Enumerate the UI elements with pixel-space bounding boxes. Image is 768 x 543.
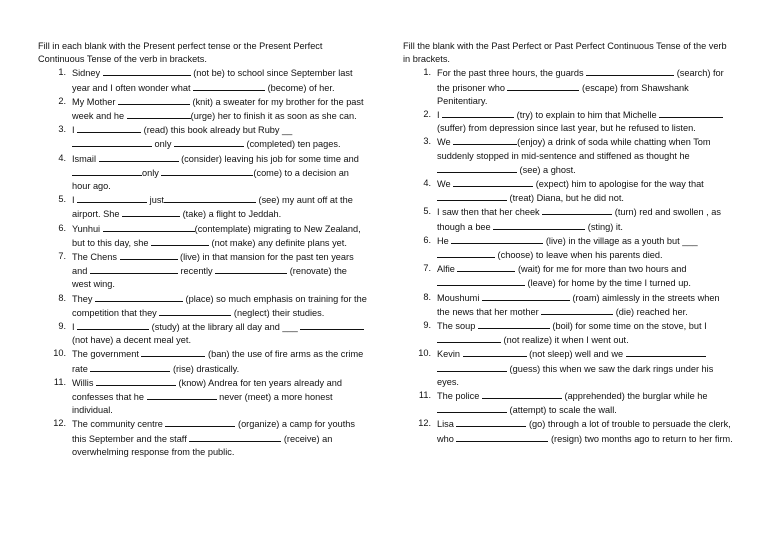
item-text: (urge) her to finish it as soon as she can. <box>190 111 357 122</box>
answer-blank[interactable] <box>442 108 514 118</box>
right-exercise-item <box>403 347 733 389</box>
item-text: Kevin <box>437 349 463 360</box>
answer-blank[interactable] <box>159 306 231 316</box>
item-number: 1. <box>423 67 431 78</box>
answer-blank[interactable] <box>103 66 191 76</box>
answer-blank[interactable] <box>174 137 244 147</box>
item-number: 12. <box>418 418 431 429</box>
right-column <box>403 40 733 446</box>
answer-blank[interactable] <box>103 222 195 232</box>
item-text: (wait) for me for more than two hours and <box>515 264 687 275</box>
item-text: (not realize) it when I went out. <box>501 335 629 346</box>
item-number: 5. <box>58 194 66 205</box>
left-exercise-item <box>38 123 368 151</box>
item-text: (boil) for some time on the stove, but I <box>549 321 707 332</box>
answer-blank[interactable] <box>586 66 674 76</box>
item-number: 4. <box>423 178 431 189</box>
item-number: 9. <box>423 320 431 331</box>
item-text: (guess) this when we saw the dark rings under his eyes. <box>437 363 714 387</box>
item-text: (renovate) the west wing. <box>72 266 347 290</box>
item-number: 3. <box>58 124 66 135</box>
right-exercise-item <box>403 262 733 290</box>
item-text: Alfie <box>437 264 458 275</box>
left-column <box>38 40 368 459</box>
item-number: 9. <box>58 321 66 332</box>
answer-blank[interactable] <box>96 376 176 386</box>
item-text: For the past three hours, the guards <box>437 68 587 79</box>
answer-blank[interactable] <box>482 389 562 399</box>
item-number: 6. <box>423 234 431 245</box>
right-exercise-item <box>403 205 733 233</box>
answer-blank[interactable] <box>437 333 501 343</box>
right-exercise-item <box>403 66 733 108</box>
left-exercise-item <box>38 222 368 250</box>
item-text: recently <box>177 266 216 277</box>
answer-blank[interactable] <box>541 305 613 315</box>
right-exercise-item <box>403 234 733 262</box>
item-text: (not sleep) well and we <box>526 349 626 360</box>
item-text: (completed) ten pages. <box>243 139 341 150</box>
answer-blank[interactable] <box>300 320 364 330</box>
item-text: (search) for the prisoner who <box>437 68 724 93</box>
answer-blank[interactable] <box>77 193 147 203</box>
item-text: The soup <box>437 321 478 332</box>
answer-blank[interactable] <box>95 292 183 302</box>
answer-blank[interactable] <box>456 432 548 442</box>
item-text: Ismail <box>72 153 99 164</box>
item-text: (turn) red and swollen , as though a bee <box>437 207 721 232</box>
left-exercise-list <box>38 66 368 459</box>
item-text: The community centre <box>72 419 166 430</box>
answer-blank[interactable] <box>437 248 495 258</box>
item-text: My Mother <box>72 96 118 107</box>
item-text: (leave) for home by the time I turned up. <box>525 278 691 289</box>
answer-blank[interactable] <box>457 262 515 272</box>
item-text: (treat) Diana, but he did not. <box>507 193 624 204</box>
item-text: (not be) to school since September last year and I often wonder what <box>72 68 353 93</box>
item-text: (die) reached her. <box>613 306 688 317</box>
item-number: 6. <box>58 222 66 233</box>
item-number: 11. <box>418 390 431 401</box>
answer-blank[interactable] <box>463 347 527 357</box>
left-exercise-item <box>38 347 368 375</box>
item-text: (try) to explain to him that Michelle <box>514 110 660 121</box>
right-exercise-item <box>403 291 733 319</box>
answer-blank[interactable] <box>453 177 533 187</box>
answer-blank[interactable] <box>127 109 191 119</box>
answer-blank[interactable] <box>437 276 525 286</box>
item-number: 8. <box>423 291 431 302</box>
item-text: just <box>147 195 164 206</box>
item-number: 7. <box>58 251 66 262</box>
item-text: Sidney <box>72 68 103 79</box>
item-number: 12. <box>53 418 66 429</box>
item-number: 4. <box>58 152 66 163</box>
left-exercise-item <box>38 95 368 123</box>
item-text: (organize) a camp for youths this September and the staff <box>72 419 355 444</box>
item-text: (suffer) from depression since last year, but he refused to listen. <box>437 123 696 134</box>
right-exercise-list <box>403 66 733 445</box>
item-text: (live) in the village as a youth but ___ <box>543 235 698 246</box>
item-text: (go) through a lot of trouble to persuade the clerk, who <box>437 419 731 444</box>
item-text: (resign) two months ago to return to her firm. <box>548 433 733 444</box>
item-text: (attempt) to scale the wall. <box>507 405 617 416</box>
item-text: (see) my aunt off at the airport. She <box>72 195 353 220</box>
answer-blank[interactable] <box>507 81 579 91</box>
item-text: (place) so much emphasis on training for the competition that they <box>72 293 367 318</box>
answer-blank[interactable] <box>122 207 180 217</box>
answer-blank[interactable] <box>659 108 723 118</box>
answer-blank[interactable] <box>90 362 170 372</box>
answer-blank[interactable] <box>493 220 585 230</box>
answer-blank[interactable] <box>478 319 550 329</box>
item-text: (ban) the use of fire arms as the crime rate <box>72 349 364 374</box>
item-number: 2. <box>58 95 66 106</box>
item-text: (not have) a decent meal yet. <box>72 335 191 346</box>
item-text: (become) of her. <box>265 82 335 93</box>
answer-blank[interactable] <box>437 362 507 372</box>
item-number: 8. <box>58 292 66 303</box>
left-exercise-item <box>38 193 368 221</box>
answer-blank[interactable] <box>215 264 287 274</box>
answer-blank[interactable] <box>542 205 612 215</box>
item-text: (know) Andrea for ten years already and confesses that he <box>72 377 342 403</box>
item-number: 11. <box>53 376 66 387</box>
left-exercise-item <box>38 66 368 94</box>
answer-blank[interactable] <box>189 432 281 442</box>
item-text: Moushumi <box>437 292 482 303</box>
left-instructions: Fill in each blank with the Present perfect tense or the Present Perfect Continuous Tense of the verb in brackets. <box>38 41 323 65</box>
item-number: 2. <box>423 109 431 120</box>
answer-blank[interactable] <box>141 347 205 357</box>
answer-blank[interactable] <box>151 236 209 246</box>
item-text: (see) a ghost. <box>517 164 576 175</box>
item-text: (read) this book already but Ruby __ <box>141 125 293 136</box>
left-exercise-item <box>38 292 368 320</box>
answer-blank[interactable] <box>165 417 235 427</box>
answer-blank[interactable] <box>77 123 141 133</box>
item-text: (take) a flight to Jeddah. <box>180 209 282 220</box>
item-text: We <box>437 179 454 190</box>
answer-blank[interactable] <box>437 163 517 173</box>
answer-blank[interactable] <box>437 191 507 201</box>
answer-blank[interactable] <box>90 264 178 274</box>
answer-blank[interactable] <box>72 166 142 176</box>
item-text: (enjoy) a drink of soda while chatting when Tom suddenly stopped in mid-sentence and stiffened as thought he <box>437 137 711 161</box>
item-number: 7. <box>423 263 431 274</box>
item-text: (roam) aimlessly in the streets when the news that her mother <box>437 292 720 317</box>
item-text: (not make) any definite plans yet. <box>209 237 347 248</box>
item-text: The Chens <box>72 252 120 263</box>
item-text: (expect) him to apologise for the way that <box>533 179 704 190</box>
right-exercise-item <box>403 389 733 417</box>
item-text: Yunhui <box>72 223 103 234</box>
answer-blank[interactable] <box>118 95 190 105</box>
item-text: Willis <box>72 377 96 388</box>
answer-blank[interactable] <box>453 135 517 145</box>
item-text: (apprehended) the burglar while he <box>561 391 708 402</box>
answer-blank[interactable] <box>451 234 543 244</box>
item-text: only <box>152 139 174 150</box>
answer-blank[interactable] <box>193 81 265 91</box>
right-exercise-item <box>403 319 733 347</box>
item-text: (sting) it. <box>585 221 623 232</box>
item-number: 1. <box>58 67 66 78</box>
answer-blank[interactable] <box>456 417 526 427</box>
item-number: 3. <box>423 136 431 147</box>
item-text: I <box>72 322 78 333</box>
item-text: (neglect) their studies. <box>231 307 325 318</box>
item-text: (knit) a sweater for my brother for the past week and he <box>72 96 364 122</box>
item-text: I saw then that her cheek <box>437 207 543 218</box>
item-number: 10. <box>418 348 431 359</box>
left-exercise-item <box>38 320 368 347</box>
item-text: I <box>72 195 78 206</box>
item-number: 5. <box>423 206 431 217</box>
right-exercise-item <box>403 135 733 177</box>
item-text: They <box>72 293 95 304</box>
right-instructions: Fill the blank with the Past Perfect or Past Perfect Continuous Tense of the verb in brackets. <box>403 41 727 65</box>
item-text: (rise) drastically. <box>170 363 240 374</box>
item-text: I <box>72 125 78 136</box>
item-text: (consider) leaving his job for some time and <box>178 153 359 164</box>
right-exercise-item <box>403 417 733 445</box>
item-text: Lisa <box>437 419 457 430</box>
right-exercise-item <box>403 108 733 135</box>
answer-blank[interactable] <box>437 403 507 413</box>
item-text: (choose) to leave when his parents died. <box>495 250 663 261</box>
item-text: He <box>437 235 452 246</box>
answer-blank[interactable] <box>72 137 152 147</box>
left-exercise-item <box>38 376 368 418</box>
item-text: (receive) an overwhelming response from the public. <box>72 433 333 457</box>
item-text: (live) in that mansion for the past ten years and <box>72 252 354 277</box>
item-number: 10. <box>53 348 66 359</box>
left-exercise-item <box>38 250 368 292</box>
answer-blank[interactable] <box>626 347 706 357</box>
right-exercise-item <box>403 177 733 205</box>
item-text: The government <box>72 349 142 360</box>
item-text: We <box>437 137 454 148</box>
item-text: only <box>142 167 162 178</box>
answer-blank[interactable] <box>120 250 178 260</box>
item-text: The police <box>437 391 482 402</box>
item-text: (contemplate) migrating to New Zealand, but to this day, she <box>72 223 361 248</box>
item-text: (escape) from Shawshank Penitentiary. <box>437 82 689 106</box>
answer-blank[interactable] <box>161 166 253 176</box>
item-text: I <box>437 110 443 121</box>
item-text: (study) at the library all day and ___ <box>149 322 301 333</box>
answer-blank[interactable] <box>99 152 179 162</box>
answer-blank[interactable] <box>147 390 217 400</box>
answer-blank[interactable] <box>164 193 256 203</box>
item-text: never (meet) a more honest individual. <box>72 392 333 416</box>
left-exercise-item <box>38 417 368 459</box>
left-exercise-item <box>38 152 368 194</box>
item-text: (come) to a decision an hour ago. <box>72 167 349 192</box>
answer-blank[interactable] <box>482 291 570 301</box>
answer-blank[interactable] <box>77 320 149 330</box>
